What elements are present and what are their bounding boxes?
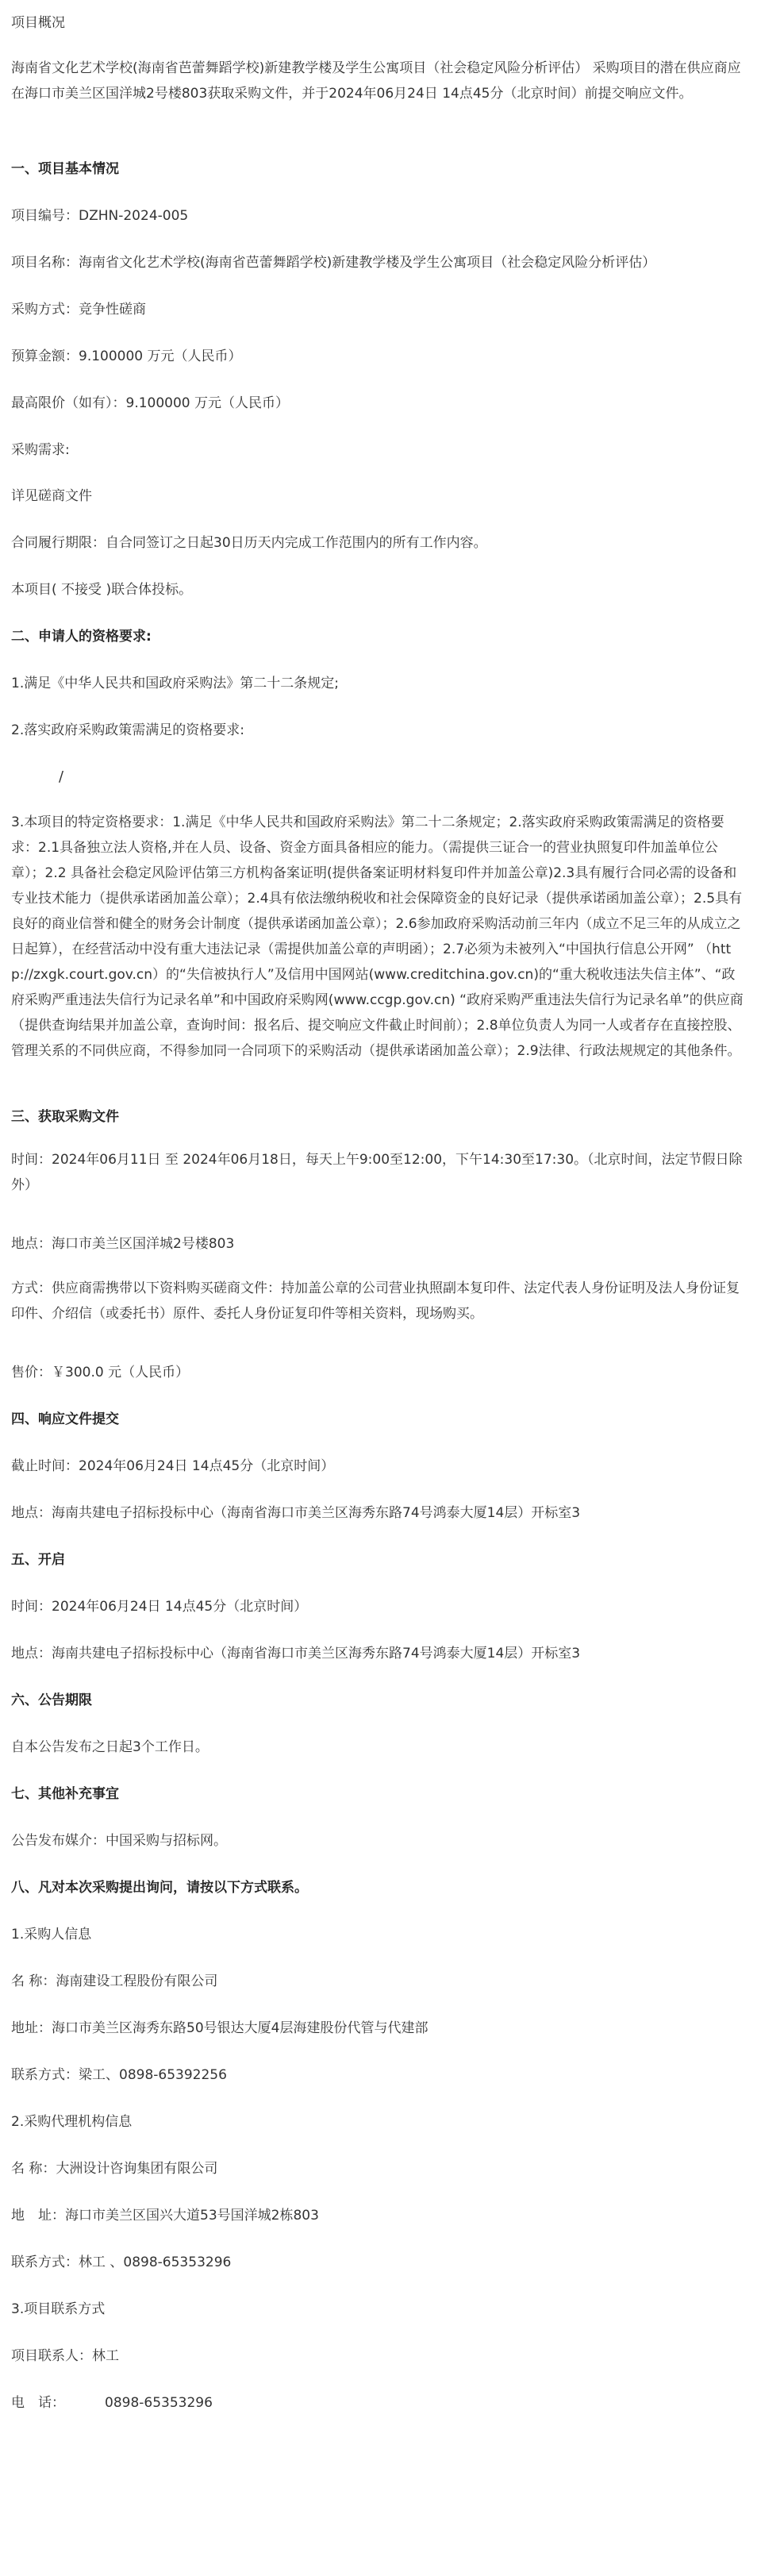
opening-time: 时间：2024年06月24日 14点45分（北京时间） — [11, 1599, 308, 1615]
section8-heading: 八、凡对本次采购提出询问，请按以下方式联系。 — [11, 1880, 308, 1896]
document-price: 售价：￥300.0 元（人民币） — [11, 1365, 190, 1380]
procurement-method: 采购方式：竞争性磋商 — [11, 302, 146, 318]
project-contact-title: 3.项目联系方式 — [11, 2301, 106, 2317]
contract-term: 合同履行期限：自合同签订之日起30日历天内完成工作范围内的所有工作内容。 — [11, 535, 487, 551]
purchaser-address: 地址：海口市美兰区海秀东路50号银达大厦4层海建股份代管与代建部 — [11, 2020, 429, 2036]
purchaser-contact: 联系方式：梁工、0898-65392256 — [11, 2067, 227, 2083]
requirement-3: 3.本项目的特定资格要求：1.满足《中华人民共和国政府采购法》第二十二条规定；2.落实政府采购政策需满足的资格要求：2.1具备独立法人资格,并在人员、设备、资金方面具备相应的能力。（需提供三证合一的营业执照复印件加盖单位公章）；2.2 具备社会稳定风险评估第三方机构备案证明(提供备案证明材料复印件并加盖公章)2.3具有履行合同必需的设备和专业技术能力（提供承诺函加盖公章）；2.4具有依法缴纳税收和社会保障资金的良好记录（提供承诺函加盖公章）；2.5具有良好的商业信誉和健全的财务会计制度（提供承诺函加盖公章）；2.6参加政府采购活动前三年内（成立不足三年的从成立之日起算），在经营活动中没有重大违法记录（需提供加盖公章的声明函）；2.7必须为未被列入“中国执行信息公开网” （http://zxgk.court.gov.cn）的“失信被执行人”及信用中国网站(www.creditchina.gov.cn)的“重大税收违法失信主体”、“政府采购严重违法失信行为记录名单”和中国政府采购网(www.ccgp.gov.cn) “政府采购严重违法失信行为记录名单”的供应商（提供查询结果并加盖公章，查询时间：报名后、提交响应文件截止时间前）；2.8单位负责人为同一人或者存在直接控股、管理关系的不同供应商，不得参加同一合同项下的采购活动（提供承诺函加盖公章）；2.9法律、行政法规规定的其他条件。 — [11, 814, 744, 1059]
agency-title: 2.采购代理机构信息 — [11, 2114, 133, 2130]
submit-place: 地点：海南共建电子招标投标中心（海南省海口市美兰区海秀东路74号鸿泰大厦14层）开标室3 — [11, 1505, 581, 1521]
section7-heading: 七、其他补充事宜 — [11, 1786, 119, 1802]
purchaser-title: 1.采购人信息 — [11, 1927, 92, 1943]
project-name: 项目名称：海南省文化艺术学校(海南省芭蕾舞蹈学校)新建教学楼及学生公寓项目（社会稳定风险分析评估） — [11, 255, 656, 271]
demand-value: 详见磋商文件 — [11, 488, 92, 504]
budget-amount: 预算金额：9.100000 万元（人民币） — [11, 348, 242, 364]
acquire-time: 时间：2024年06月11日 至 2024年06月18日，每天上午9:00至12:00，下午14:30至17:30。（北京时间，法定节假日除外） — [11, 1152, 743, 1193]
requirement-2-value: / — [59, 768, 64, 785]
phone-value: 0898-65353296 — [105, 2395, 213, 2411]
max-price: 最高限价（如有）：9.100000 万元（人民币） — [11, 395, 290, 411]
agency-name: 名 称：大洲设计咨询集团有限公司 — [11, 2161, 218, 2177]
demand-label: 采购需求: — [11, 442, 70, 458]
agency-contact: 联系方式：林工 、0898-65353296 — [11, 2254, 232, 2270]
acquire-method: 方式：供应商需携带以下资料购买磋商文件：持加盖公章的公司营业执照副本复印件、法定代表人身份证明及法人身份证复印件、介绍信（或委托书）原件、委托人身份证复印件等相关资料，现场购买。 — [11, 1280, 740, 1322]
section5-heading: 五、开启 — [11, 1552, 65, 1568]
section3-heading: 三、获取采购文件 — [11, 1109, 119, 1125]
overview-title: 项目概况 — [11, 15, 65, 31]
consortium-note: 本项目( 不接受 )联合体投标。 — [11, 582, 193, 598]
phone-label: 电 话： — [11, 2395, 65, 2411]
project-contact-phone — [11, 2389, 745, 2416]
acquire-place: 地点：海口市美兰区国洋城2号楼803 — [11, 1236, 235, 1252]
overview-body: 海南省文化艺术学校(海南省芭蕾舞蹈学校)新建教学楼及学生公寓项目（社会稳定风险分析评估） 采购项目的潜在供应商应在海口市美兰区国洋城2号楼803获取采购文件，并于2024年06月24日 14点45分（北京时间）前提交响应文件。 — [11, 60, 741, 102]
publish-media: 公告发布媒介：中国采购与招标网。 — [11, 1833, 227, 1849]
project-number: 项目编号：DZHN-2024-005 — [11, 208, 189, 224]
section1-heading: 一、项目基本情况 — [11, 161, 119, 177]
section6-heading: 六、公告期限 — [11, 1692, 92, 1708]
requirement-1: 1.满足《中华人民共和国政府采购法》第二十二条规定; — [11, 676, 339, 691]
section4-heading: 四、响应文件提交 — [11, 1411, 119, 1427]
notice-period: 自本公告发布之日起3个工作日。 — [11, 1739, 209, 1755]
opening-place: 地点：海南共建电子招标投标中心（海南省海口市美兰区海秀东路74号鸿泰大厦14层）开标室3 — [11, 1646, 581, 1662]
submit-deadline: 截止时间：2024年06月24日 14点45分（北京时间） — [11, 1458, 335, 1474]
agency-address: 地 址：海口市美兰区国兴大道53号国洋城2栋803 — [11, 2208, 319, 2224]
requirement-2: 2.落实政府采购政策需满足的资格要求: — [11, 722, 244, 738]
section2-heading: 二、申请人的资格要求: — [11, 629, 152, 645]
purchaser-name: 名 称：海南建设工程股份有限公司 — [11, 1973, 218, 1989]
project-contact-person: 项目联系人：林工 — [11, 2348, 119, 2364]
